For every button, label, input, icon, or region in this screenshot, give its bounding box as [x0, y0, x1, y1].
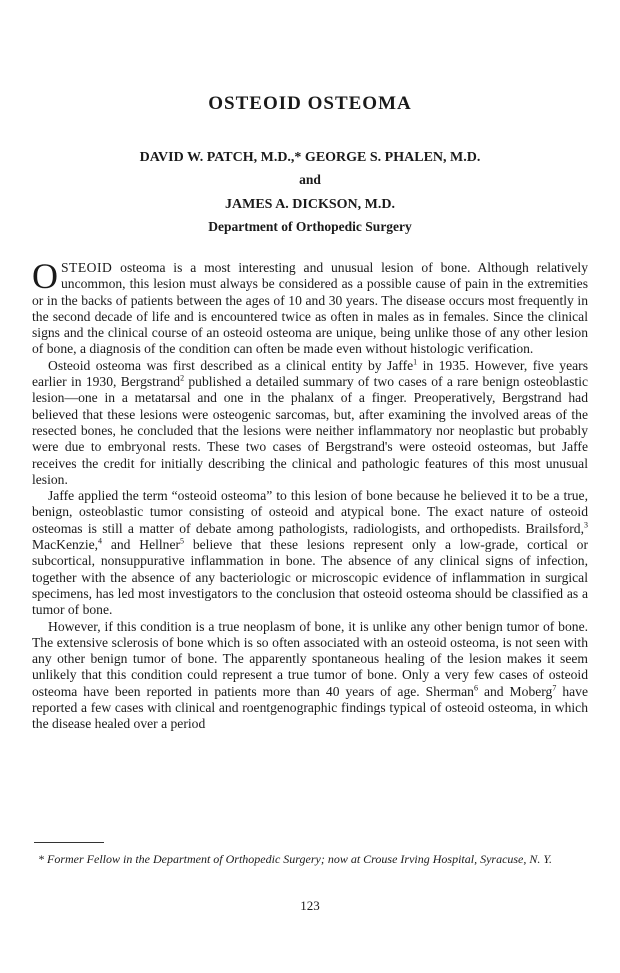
reference-6: 6: [473, 683, 478, 693]
drop-cap: O: [32, 256, 58, 296]
reference-4: 4: [98, 536, 103, 546]
paragraph-1: [32, 256, 588, 358]
lead-word: STEOID: [61, 260, 113, 275]
paragraph-2: Osteoid osteoma was first described as a clinical entity by Jaffe$^1$ in 1935. However, five years earlier in 1930, Bergstrand$^2$ published a detailed summary of two cases of a rare benign osteoblastic lesion—one in a metatarsal and one in the phalanx of a finger. Preoperatively, Bergstrand had believed that these lesions were osteogenic sarcomas, but, after examining the involved areas of the resected bones, he concluded that the lesions were neither inflammatory nor neoplastic but probably were due to embryonal rests. These two cases of Bergstrand's were osteoid osteomas, but Jaffe receives the credit for initially describing the clinical and pathologic features of this most unusual lesion.: [32, 357, 589, 487]
article-body: [32, 256, 589, 733]
paragraph-3: Jaffe applied the term “osteoid osteoma” to this lesion of bone because he believed it to be a true, benign, osteoblastic tumor consisting of osteoid and atypical bone. The exact nature of osteoid osteomas is still a matter of debate among pathologists, radiologists, and orthopedists. Brailsford,$^3$ MacKenzie,$^4$ and Hellner$^5$ believe that these lesions represent only a low-grade, cortical or subcortical, nonsuppurative inflammation in bone. The absence of any clinical signs of infection, together with the absence of any bacteriologic or microscopic evidence of inflammation in surgical specimens, has led most investigators to the conclusion that osteoid osteoma should be classified as a tumor of bone.: [32, 488, 588, 618]
reference-2: 2: [180, 373, 185, 383]
reference-1: 1: [413, 357, 418, 367]
department: Department of Orthopedic Surgery: [208, 219, 412, 234]
page-number: 123: [300, 898, 320, 913]
authors-and: and: [299, 172, 321, 187]
footnote: * Former Fellow in the Department of Orthopedic Surgery; now at Crouse Irving Hospital, Syracuse, N. Y.: [38, 852, 552, 866]
reference-5: 5: [180, 536, 185, 546]
reference-3: 3: [584, 520, 588, 530]
authors-line-2: JAMES A. DICKSON, M.D.: [225, 197, 395, 212]
footnote-divider: [34, 842, 104, 843]
reference-7: 7: [552, 683, 557, 693]
paragraph-1-text: osteoma is a most interesting and unusual lesion of bone. Although relatively uncommon, this lesion must always be considered as a possible cause of pain in the extremities or in the backs of patients between the ages of 10 and 30 years. The disease occurs most frequently in the second decade of life and is encountered twice as often in males as in females. Since the clinical signs and the clinical course of an osteoid osteoma are unique, being unlike those of any other lesion of bone, a diagnosis of the condition can often be made even without histologic verification.: [32, 260, 588, 357]
authors-line-1: DAVID W. PATCH, M.D.,* GEORGE S. PHALEN, M.D.: [139, 150, 481, 165]
article-title: OSTEOID OSTEOMA: [208, 93, 412, 114]
paragraph-4: However, if this condition is a true neoplasm of bone, it is unlike any other benign tumor of bone. The extensive sclerosis of bone which is so often associated with an osteoid osteoma, is not seen with any other benign tumor of bone. The apparently spontaneous healing of the lesion makes it seem unlikely that this condition could represent a true tumor of bone. Only a very few cases of osteoid osteoma have been reported in patients more than 40 years of age. Sherman$^6$ and Moberg$^7$ have reported a few cases with clinical and roentgenographic findings typical of osteoid osteoma, in which the disease healed over a period: [32, 618, 588, 732]
